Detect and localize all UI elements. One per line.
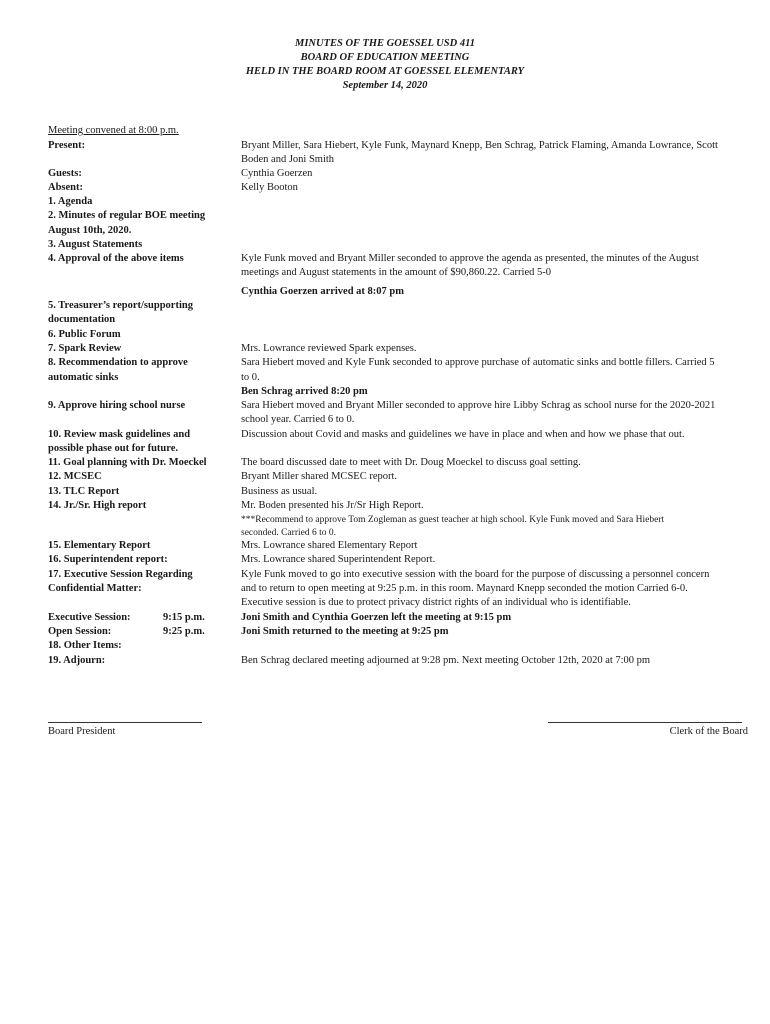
agenda-item-19: 19. Adjourn: [48,655,106,666]
spark-note: Mrs. Lowrance reviewed Spark expenses. [241,343,417,354]
absent-label: Absent: [48,182,84,193]
guests-label: Guests: [48,168,82,179]
approval-note: Kyle Funk moved and Bryant Miller seconded to approve the agenda as presented, the minutes of the August [241,253,699,264]
agenda-item-10-cont: possible phase out for future. [48,443,179,454]
agenda-item-14: 14. Jr./Sr. High report [48,500,147,511]
exec-session-note-2: and to return to open meeting at 9:25 p.m. in this room. Maynard Knepp seconded the motion Carried 6-0. [241,583,688,594]
president-signature-label: Board President [48,726,116,737]
agenda-item-3: 3. August Statements [48,239,143,250]
header-location: HELD IN THE BOARD ROOM AT GOESSEL ELEMENTARY [245,66,525,77]
returned-note: Joni Smith returned to the meeting at 9:25 pm [241,626,449,637]
absent-value: Kelly Booton [241,182,298,193]
agenda-item-13: 13. TLC Report [48,486,120,497]
goal-note: The board discussed date to meet with Dr. Doug Moeckel to discuss goal setting. [241,457,581,468]
hs-recommend-note-cont: seconded. Carried 6 to 0. [241,528,336,538]
sinks-note-cont: to 0. [241,372,260,383]
executive-session-time: 9:15 p.m. [163,612,205,623]
nurse-note: Sara Hiebert moved and Bryant Miller seconded to approve hire Libby Schrag as school nurse for the 2020-2021 [241,400,716,411]
mcsec-note: Bryant Miller shared MCSEC report. [241,471,398,482]
ben-arrived-note: Ben Schrag arrived 8:20 pm [241,386,368,397]
mask-note: Discussion about Covid and masks and guidelines we have in place and when and how we phase that out. [241,429,685,440]
open-session-time: 9:25 p.m. [163,626,205,637]
agenda-item-1: 1. Agenda [48,196,93,207]
open-session-label: Open Session: [48,626,112,637]
hs-recommend-note: ***Recommend to approve Tom Zogleman as guest teacher at high school. Kyle Funk moved and Sara Hiebert [241,515,665,525]
agenda-item-17: 17. Executive Session Regarding [48,569,193,580]
agenda-item-8: 8. Recommendation to approve [48,357,188,368]
agenda-item-2: 2. Minutes of regular BOE meeting [48,210,206,221]
approval-note-cont: meetings and August statements in the amount of $90,860.22. Carried 5-0 [241,267,551,278]
agenda-item-18: 18. Other Items: [48,640,122,651]
present-label: Present: [48,140,86,151]
exec-session-note: Kyle Funk moved to go into executive session with the board for the purpose of discussing a personnel concern [241,569,710,580]
president-signature-line [48,722,202,723]
agenda-item-15: 15. Elementary Report [48,540,151,551]
agenda-item-10: 10. Review mask guidelines and [48,429,191,440]
clerk-signature-line [548,722,742,723]
agenda-item-5-cont: documentation [48,314,116,325]
agenda-item-11: 11. Goal planning with Dr. Moeckel [48,457,207,468]
tlc-note: Business as usual. [241,486,318,497]
agenda-item-16: 16. Superintendent report: [48,554,168,565]
left-meeting-note: Joni Smith and Cynthia Goerzen left the meeting at 9:15 pm [241,612,512,623]
clerk-signature-label: Clerk of the Board [669,726,748,737]
present-names-cont: Boden and Joni Smith [241,154,335,165]
agenda-item-2-cont: August 10th, 2020. [48,225,132,236]
nurse-note-cont: school year. Carried 6 to 0. [241,414,355,425]
agenda-item-9: 9. Approve hiring school nurse [48,400,186,411]
hs-note: Mr. Boden presented his Jr/Sr High Report. [241,500,424,511]
agenda-item-4: 4. Approval of the above items [48,253,184,264]
exec-session-note-3: Executive session is due to protect privacy district rights of an individual who is identifiable. [241,597,631,608]
agenda-item-8-cont: automatic sinks [48,372,119,383]
meeting-convened: Meeting convened at 8:00 p.m. [48,125,179,136]
header-date: September 14, 2020 [342,80,428,91]
elementary-note: Mrs. Lowrance shared Elementary Report [241,540,418,551]
superintendent-note: Mrs. Lowrance shared Superintendent Report. [241,554,436,565]
agenda-item-5: 5. Treasurer’s report/supporting [48,300,193,311]
agenda-item-7: 7. Spark Review [48,343,122,354]
header-title: MINUTES OF THE GOESSEL USD 411 [294,38,475,49]
present-names: Bryant Miller, Sara Hiebert, Kyle Funk, Maynard Knepp, Ben Schrag, Patrick Flaming, Amanda Lowrance, Scott [241,140,718,151]
agenda-item-17-cont: Confidential Matter: [48,583,142,594]
header-subtitle: BOARD OF EDUCATION MEETING [300,52,470,63]
cynthia-arrived-note: Cynthia Goerzen arrived at 8:07 pm [241,286,405,297]
sinks-note: Sara Hiebert moved and Kyle Funk seconded to approve purchase of automatic sinks and bottle fillers. Carried 5 [241,357,715,368]
executive-session-label: Executive Session: [48,612,131,623]
agenda-item-6: 6. Public Forum [48,329,121,340]
adjourn-note: Ben Schrag declared meeting adjourned at 9:28 pm. Next meeting October 12th, 2020 at 7:00 pm [241,655,651,666]
guests-value: Cynthia Goerzen [241,168,313,179]
agenda-item-12: 12. MCSEC [48,471,102,482]
